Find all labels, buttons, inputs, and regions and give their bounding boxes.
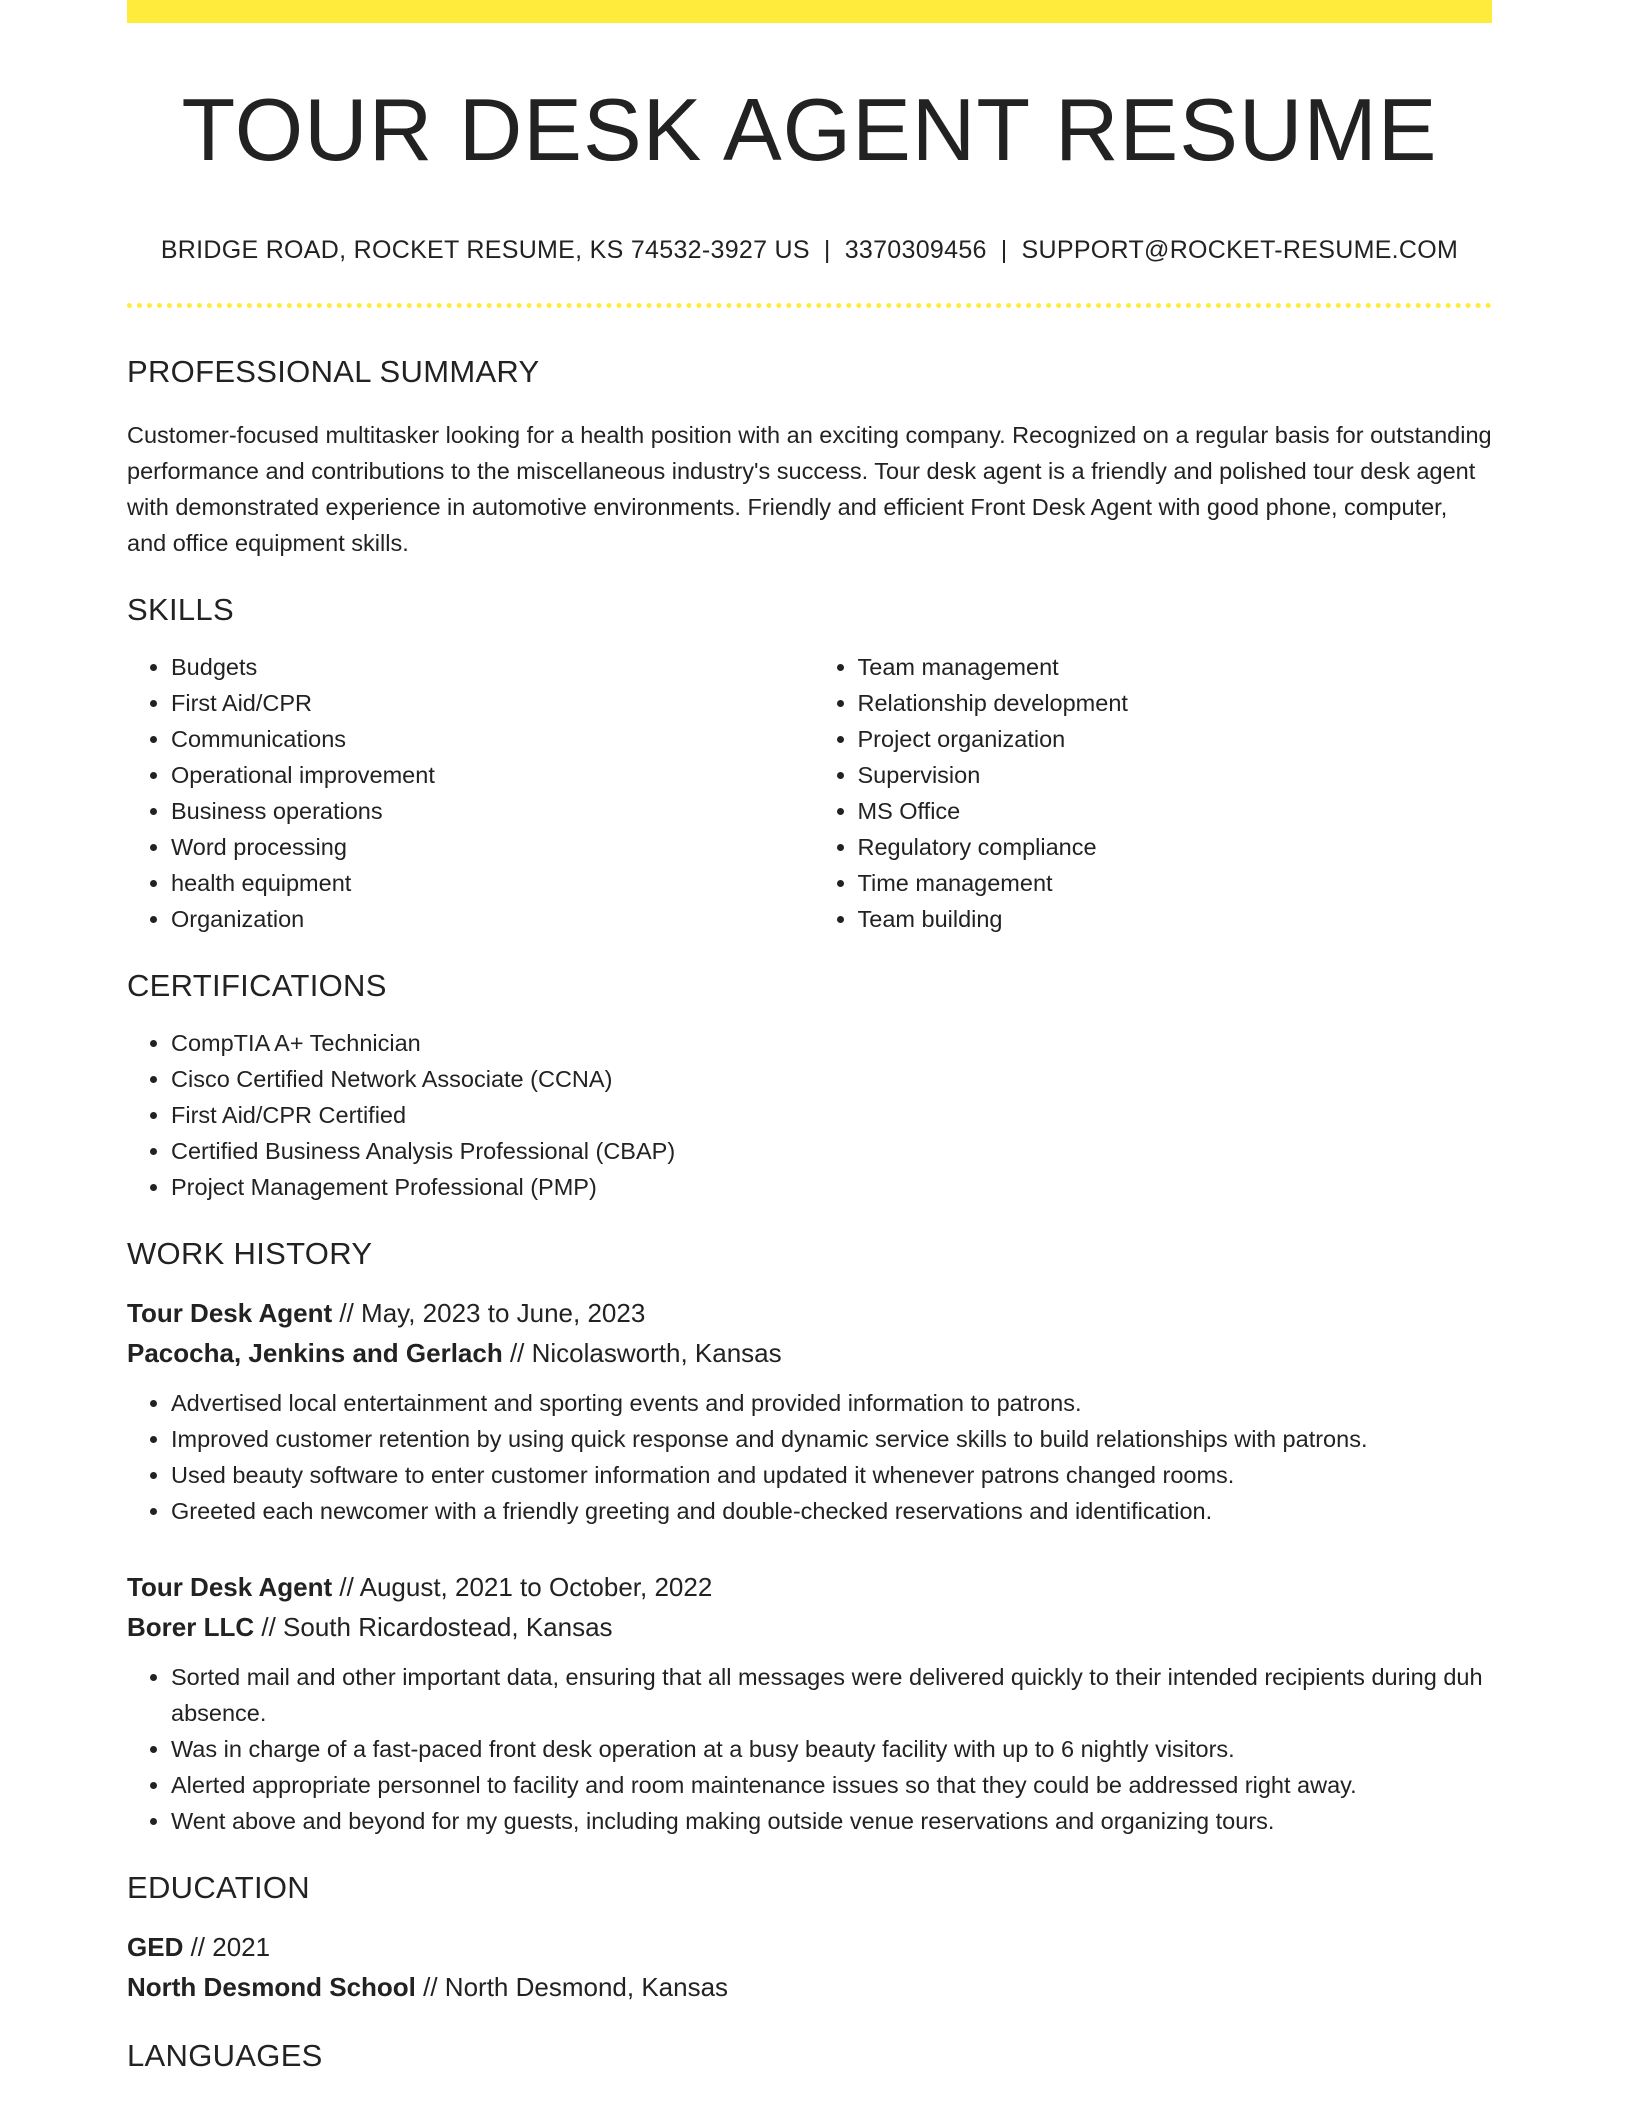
skill-item: • Organization: [171, 901, 810, 937]
education-year: // 2021: [183, 1932, 271, 1962]
resume-page: [127, 0, 1492, 2071]
section-heading: CERTIFICATIONS: [127, 968, 387, 1003]
skill-item: • Business operations: [171, 793, 810, 829]
job-location: // South Ricardostead, Kansas: [254, 1612, 613, 1642]
contact-address: BRIDGE ROAD, ROCKET RESUME, KS 74532-3927 US: [160, 236, 810, 264]
section-heading: SKILLS: [127, 592, 234, 627]
job-duties-list: [127, 1385, 1492, 1529]
job-duty: • Used beauty software to enter customer information and updated it whenever patrons changed rooms.: [171, 1457, 1492, 1493]
skill-item: • Project organization: [858, 721, 1493, 757]
job-company-line: [127, 1333, 1492, 1373]
summary-text: Customer-focused multitasker looking for a health position with an exciting company. Recognized on a regular basis for outstanding performance and contributions to the miscellaneous industry's success. Tour desk agent is a friendly and polished tour desk agent with demonstrated experience in automotive environments. Friendly and efficient Front Desk Agent with good phone, computer, and office equipment skills.: [127, 422, 1492, 556]
skill-item: • Team building: [858, 901, 1493, 937]
skills-list-right: [810, 649, 1493, 937]
section-heading: PROFESSIONAL SUMMARY: [127, 354, 540, 389]
job-title: Tour Desk Agent: [127, 1572, 333, 1602]
skill-item: • Time management: [858, 865, 1493, 901]
skills-list-left: [127, 649, 810, 937]
skills-section: [127, 594, 1492, 937]
job-duty: • Went above and beyond for my guests, including making outside venue reservations and organizing tours.: [171, 1803, 1492, 1839]
education-location: // North Desmond, Kansas: [415, 1972, 729, 2002]
contact-email: SUPPORT@ROCKET-RESUME.COM: [1021, 236, 1459, 264]
education-school-line: [127, 1967, 1492, 2007]
skill-item: • Budgets: [171, 649, 810, 685]
contact-phone: 3370309456: [844, 236, 987, 264]
certification-item: • Certified Business Analysis Professional (CBAP): [171, 1133, 1492, 1169]
certifications-section: [127, 970, 1492, 1205]
certification-item: • Cisco Certified Network Associate (CCNA): [171, 1061, 1492, 1097]
job-dates: // May, 2023 to June, 2023: [332, 1298, 646, 1328]
dotted-divider: [127, 303, 1492, 308]
job-duties-list: [127, 1659, 1492, 1839]
languages-section: [127, 2040, 1492, 2071]
work-history-section: [127, 1238, 1492, 1839]
section-heading: WORK HISTORY: [127, 1236, 373, 1271]
job-duty: • Was in charge of a fast-paced front desk operation at a busy beauty facility with up to 6 nightly visitors.: [171, 1731, 1492, 1767]
section-heading: EDUCATION: [127, 1870, 310, 1905]
certification-item: • First Aid/CPR Certified: [171, 1097, 1492, 1133]
skill-item: • Regulatory compliance: [858, 829, 1493, 865]
skill-item: • Operational improvement: [171, 757, 810, 793]
job-company-line: [127, 1607, 1492, 1647]
job-company: Borer LLC: [127, 1612, 255, 1642]
contact-separator: |: [1000, 236, 1008, 264]
section-heading: LANGUAGES: [127, 2038, 323, 2073]
education-degree: GED: [127, 1932, 184, 1962]
skill-item: • Team management: [858, 649, 1493, 685]
certification-item: • CompTIA A+ Technician: [171, 1025, 1492, 1061]
education-entry: [127, 1927, 1492, 2007]
skill-item: • Supervision: [858, 757, 1493, 793]
job-title-line: [127, 1567, 1492, 1607]
job-company: Pacocha, Jenkins and Gerlach: [127, 1338, 503, 1368]
job-title: Tour Desk Agent: [127, 1298, 333, 1328]
contact-line: [127, 238, 1492, 263]
skill-item: • First Aid/CPR: [171, 685, 810, 721]
skill-item: • health equipment: [171, 865, 810, 901]
skill-item: • MS Office: [858, 793, 1493, 829]
resume-title: TOUR DESK AGENT RESUME: [181, 80, 1438, 179]
contact-separator: |: [823, 236, 831, 264]
skill-item: • Word processing: [171, 829, 810, 865]
job-title-line: [127, 1293, 1492, 1333]
skill-item: • Communications: [171, 721, 810, 757]
education-school: North Desmond School: [127, 1972, 416, 2002]
job-duty: • Sorted mail and other important data, ensuring that all messages were delivered quickly to their intended recipients during duh absence.: [171, 1659, 1492, 1731]
top-accent-bar: [127, 0, 1492, 23]
job-entry: [127, 1567, 1492, 1839]
summary-section: [127, 356, 1492, 561]
job-dates: // August, 2021 to October, 2022: [332, 1572, 713, 1602]
job-duty: • Improved customer retention by using quick response and dynamic service skills to build relationships with patrons.: [171, 1421, 1492, 1457]
job-duty: • Greeted each newcomer with a friendly greeting and double-checked reservations and identification.: [171, 1493, 1492, 1529]
job-location: // Nicolasworth, Kansas: [502, 1338, 782, 1368]
certification-item: • Project Management Professional (PMP): [171, 1169, 1492, 1205]
education-section: [127, 1872, 1492, 2007]
education-degree-line: [127, 1927, 1492, 1967]
job-duty: • Advertised local entertainment and sporting events and provided information to patrons.: [171, 1385, 1492, 1421]
skill-item: • Relationship development: [858, 685, 1493, 721]
certifications-list: [127, 1025, 1492, 1205]
job-entry: [127, 1293, 1492, 1529]
job-duty: • Alerted appropriate personnel to facility and room maintenance issues so that they could be addressed right away.: [171, 1767, 1492, 1803]
skills-columns: [127, 625, 1492, 937]
